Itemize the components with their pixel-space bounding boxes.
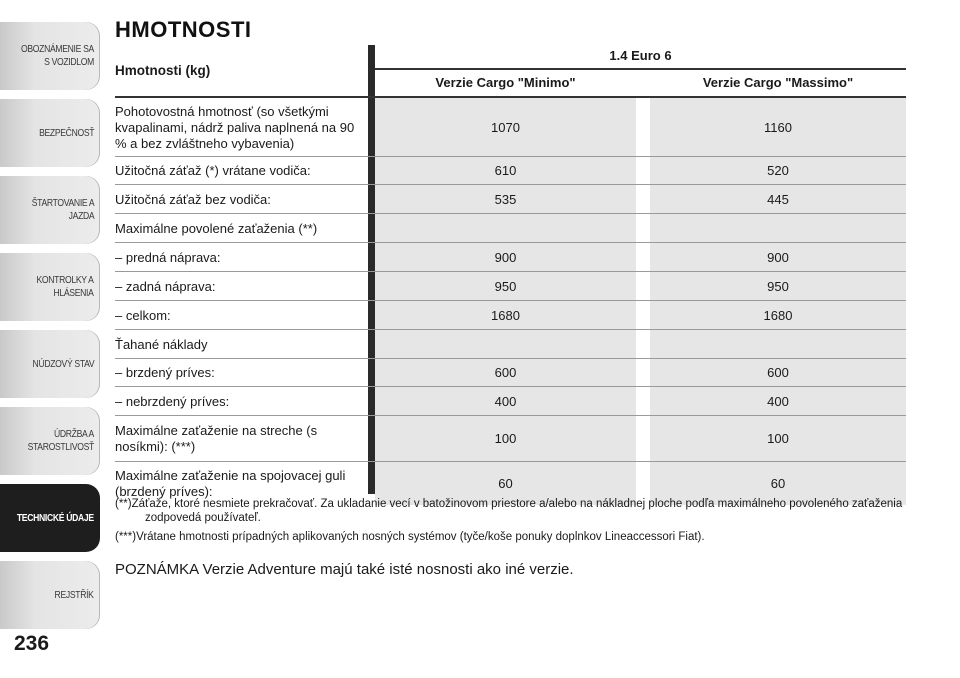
value-minimo: 1680 bbox=[375, 301, 636, 329]
table-row bbox=[115, 185, 906, 214]
value-massimo: 1160 bbox=[650, 98, 906, 156]
tab-label: BEZPEČNOSŤ bbox=[38, 126, 94, 139]
table-row bbox=[115, 272, 906, 301]
value-massimo: 950 bbox=[650, 272, 906, 300]
tab-rejstrik[interactable] bbox=[0, 561, 100, 629]
value-massimo bbox=[650, 214, 906, 242]
value-minimo: 950 bbox=[375, 272, 636, 300]
value-massimo: 520 bbox=[650, 157, 906, 184]
value-minimo: 1070 bbox=[375, 98, 636, 156]
note-adventure: POZNÁMKA Verzie Adventure majú také isté nosnosti ako iné verzie. bbox=[115, 561, 574, 578]
row-label: Maximálne zaťaženie na spojovacej guli (brzdený príves): bbox=[115, 468, 346, 499]
column-header-minimo: Verzie Cargo "Minimo" bbox=[435, 75, 576, 90]
page-number: 236 bbox=[14, 632, 50, 655]
value-minimo: 900 bbox=[375, 243, 636, 271]
tab-label: ÚDRŽBA A STAROSTLIVOSŤ bbox=[27, 428, 94, 453]
tab-label: ŠTARTOVANIE A JAZDA bbox=[31, 197, 94, 222]
footnote-load-limits: (**)Záťaže, ktoré nesmiete prekračovať. Za ukladanie vecí v batožinovom priestore a/alebo na nákladnej ploche podľa maximálneho povoleného zaťaženia zodpovedá používateľ. bbox=[115, 498, 903, 524]
value-massimo: 1680 bbox=[650, 301, 906, 329]
footnote-roof-carrier: (***)Vrátane hmotnosti prípadných aplikovaných nosných systémov (tyče/koše ponuky doplnkov Lineaccessori Fiat). bbox=[115, 531, 705, 543]
row-label: Užitočná záťaž (*) vrátane vodiča: bbox=[115, 163, 311, 178]
value-minimo: 600 bbox=[375, 359, 636, 386]
row-label: Ťahané náklady bbox=[115, 336, 208, 352]
value-massimo bbox=[650, 330, 906, 358]
tab-label: OBOZNÁMENIE SA S VOZIDLOM bbox=[21, 43, 94, 68]
value-massimo: 900 bbox=[650, 243, 906, 271]
value-minimo bbox=[375, 214, 636, 242]
value-minimo: 100 bbox=[375, 416, 636, 461]
row-label: – brzdený príves: bbox=[115, 365, 215, 380]
row-label: Pohotovostná hmotnosť (so všetkými kvapalinami, nádrž paliva naplnená na 90 % a bez zvláštneho vybavenia) bbox=[115, 103, 355, 151]
tab-label: REJSTŘÍK bbox=[54, 588, 94, 601]
table-row bbox=[115, 214, 906, 243]
table-row bbox=[115, 416, 906, 462]
value-massimo: 445 bbox=[650, 185, 906, 213]
table-row bbox=[115, 330, 906, 359]
tab-label: KONTROLKY A HLÁSENIA bbox=[36, 274, 94, 299]
row-label: – zadná náprava: bbox=[115, 278, 216, 294]
page-title: HMOTNOSTI bbox=[115, 17, 252, 42]
weights-table bbox=[115, 45, 906, 505]
table-row bbox=[115, 301, 906, 330]
column-header-massimo: Verzie Cargo "Massimo" bbox=[702, 75, 854, 90]
table-row bbox=[115, 359, 906, 387]
tab-label: NÚDZOVÝ STAV bbox=[32, 357, 94, 370]
table-row bbox=[115, 98, 906, 157]
table-row bbox=[115, 387, 906, 416]
row-label: Užitočná záťaž bez vodiča: bbox=[115, 191, 271, 207]
tab-startovanie[interactable] bbox=[0, 176, 100, 244]
tab-udrzba[interactable] bbox=[0, 407, 100, 475]
table-row bbox=[115, 157, 906, 185]
value-minimo: 535 bbox=[375, 185, 636, 213]
value-massimo: 100 bbox=[650, 416, 906, 461]
tab-technicke-udaje[interactable] bbox=[0, 484, 100, 552]
tab-label: TECHNICKÉ ÚDAJE bbox=[17, 511, 94, 524]
value-massimo: 60 bbox=[650, 462, 906, 505]
value-massimo: 400 bbox=[650, 387, 906, 415]
chapter-tabs bbox=[0, 22, 100, 638]
value-minimo bbox=[375, 330, 636, 358]
value-minimo: 400 bbox=[375, 387, 636, 415]
table-header bbox=[115, 45, 906, 98]
value-minimo: 60 bbox=[375, 462, 636, 505]
engine-header: 1.4 Euro 6 bbox=[375, 45, 906, 70]
tab-nudzovy-stav[interactable] bbox=[0, 330, 100, 398]
tab-kontrolky[interactable] bbox=[0, 253, 100, 321]
footnotes bbox=[115, 497, 905, 549]
row-label: Maximálne zaťaženie na streche (s nosíkmi): (***) bbox=[115, 423, 318, 454]
row-label: – predná náprava: bbox=[115, 249, 221, 265]
tab-oboznamenie[interactable] bbox=[0, 22, 100, 90]
table-row bbox=[115, 243, 906, 272]
value-minimo: 610 bbox=[375, 157, 636, 184]
row-label: Maximálne povolené zaťaženia (**) bbox=[115, 220, 318, 236]
row-label: – celkom: bbox=[115, 307, 171, 323]
row-label: – nebrzdený príves: bbox=[115, 393, 230, 409]
corner-label: Hmotnosti (kg) bbox=[115, 63, 211, 78]
tab-bezpecnost[interactable] bbox=[0, 99, 100, 167]
value-massimo: 600 bbox=[650, 359, 906, 386]
